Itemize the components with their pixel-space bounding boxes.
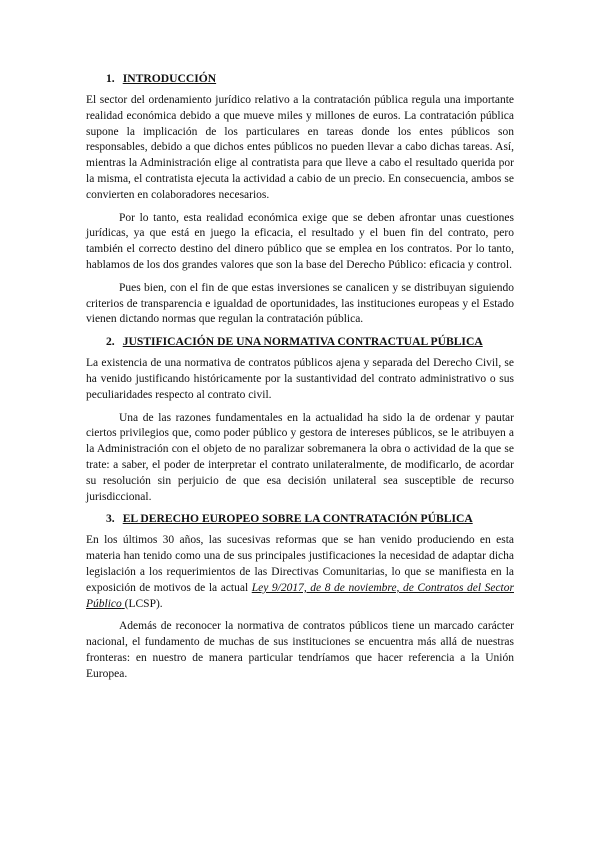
section-title: INTRODUCCIÓN [122,72,217,85]
paragraph: Una de las razones fundamentales en la actualidad ha sido la de ordenar y pautar ciertos privilegios que, como poder público y gestora de intereses públicos, se le atribuyen a la Administración con el objeto de no paralizar sobremanera la obra o actividad de la que se trate: a saber, el poder de interpretar el contrato unilateralmente, de modificarlo, de acordar su resolución sin perjuicio de que esa decisión unilateral sea susceptible de recurso jurisdiccional. [86,411,514,503]
section-number: 2. [106,335,115,349]
paragraph: Por lo tanto, esta realidad económica exige que se deben afrontar unas cuestiones jurídicas, ya que está en juego la eficacia, el resultado y el buen fin del contrato, pero también el correcto destino del dinero público que se emplea en los contratos. Por lo tanto, hablamos de los dos grandes valores que son la base del Derecho Público: eficacia y control. [86,211,514,271]
law-link[interactable]: Ley 9/2017, de 8 de noviembre, de Contratos del Sector Público [86,581,514,610]
section-number: 3. [106,512,115,526]
section-heading-1 [86,72,514,86]
paragraph: Pues bien, con el fin de que estas inversiones se canalicen y se distribuyan siguiendo criterios de transparencia e igualdad de oportunidades, las instituciones europeas y el Estado vienen dictando normas que regulan la contratación pública. [86,281,514,326]
paragraph-text: En los últimos 30 años, las sucesivas reformas que se han venido produciendo en esta materia han tenido como una de sus principales justificaciones la necesidad de adaptar dicha legislación a los requerimientos de las Directivas Comunitarias, lo que se manifiesta en la exposición de motivos de la actual [86,534,514,594]
section-heading-3 [86,512,514,526]
section-title: EL DERECHO EUROPEO SOBRE LA CONTRATACIÓN PÚBLICA [122,512,473,526]
paragraph: Además de reconocer la normativa de contratos públicos tiene un marcado carácter nacional, el fundamento de muchas de sus instituciones se encuentra más allá de nuestras fronteras: en nuestro de manera particular tendríamos que hacer referencia a la Unión Europea. [86,620,514,680]
section-title: JUSTIFICACIÓN DE UNA NORMATIVA CONTRACTUAL PÚBLICA [122,335,483,349]
paragraph: El sector del ordenamiento jurídico relativo a la contratación pública regula una importante realidad económica debido a que mueve miles y millones de euros. La contratación pública supone la implicación de los particulares en tareas donde los entes públicos son responsables, debido a que dichos entes públicos no pueden llevar a cabo dichas tareas. Así, mientras la Administración elige al contratista para que lleve a cabo el resultado querida por la misma, el contratista ejecuta la actividad a cabio de un precio. En consecuencia, ambos se convierten en colaboradores necesarios. [86,94,514,201]
section-heading-2 [86,335,514,349]
paragraph [86,533,514,612]
law-abbreviation: (LCSP). [124,597,163,610]
section-number: 1. [106,72,115,85]
paragraph: La existencia de una normativa de contratos públicos ajena y separada del Derecho Civil, se ha venido justificando históricamente por la sustantividad del contrato administrativo o sus peculiaridades respecto al contrato civil. [86,357,514,401]
